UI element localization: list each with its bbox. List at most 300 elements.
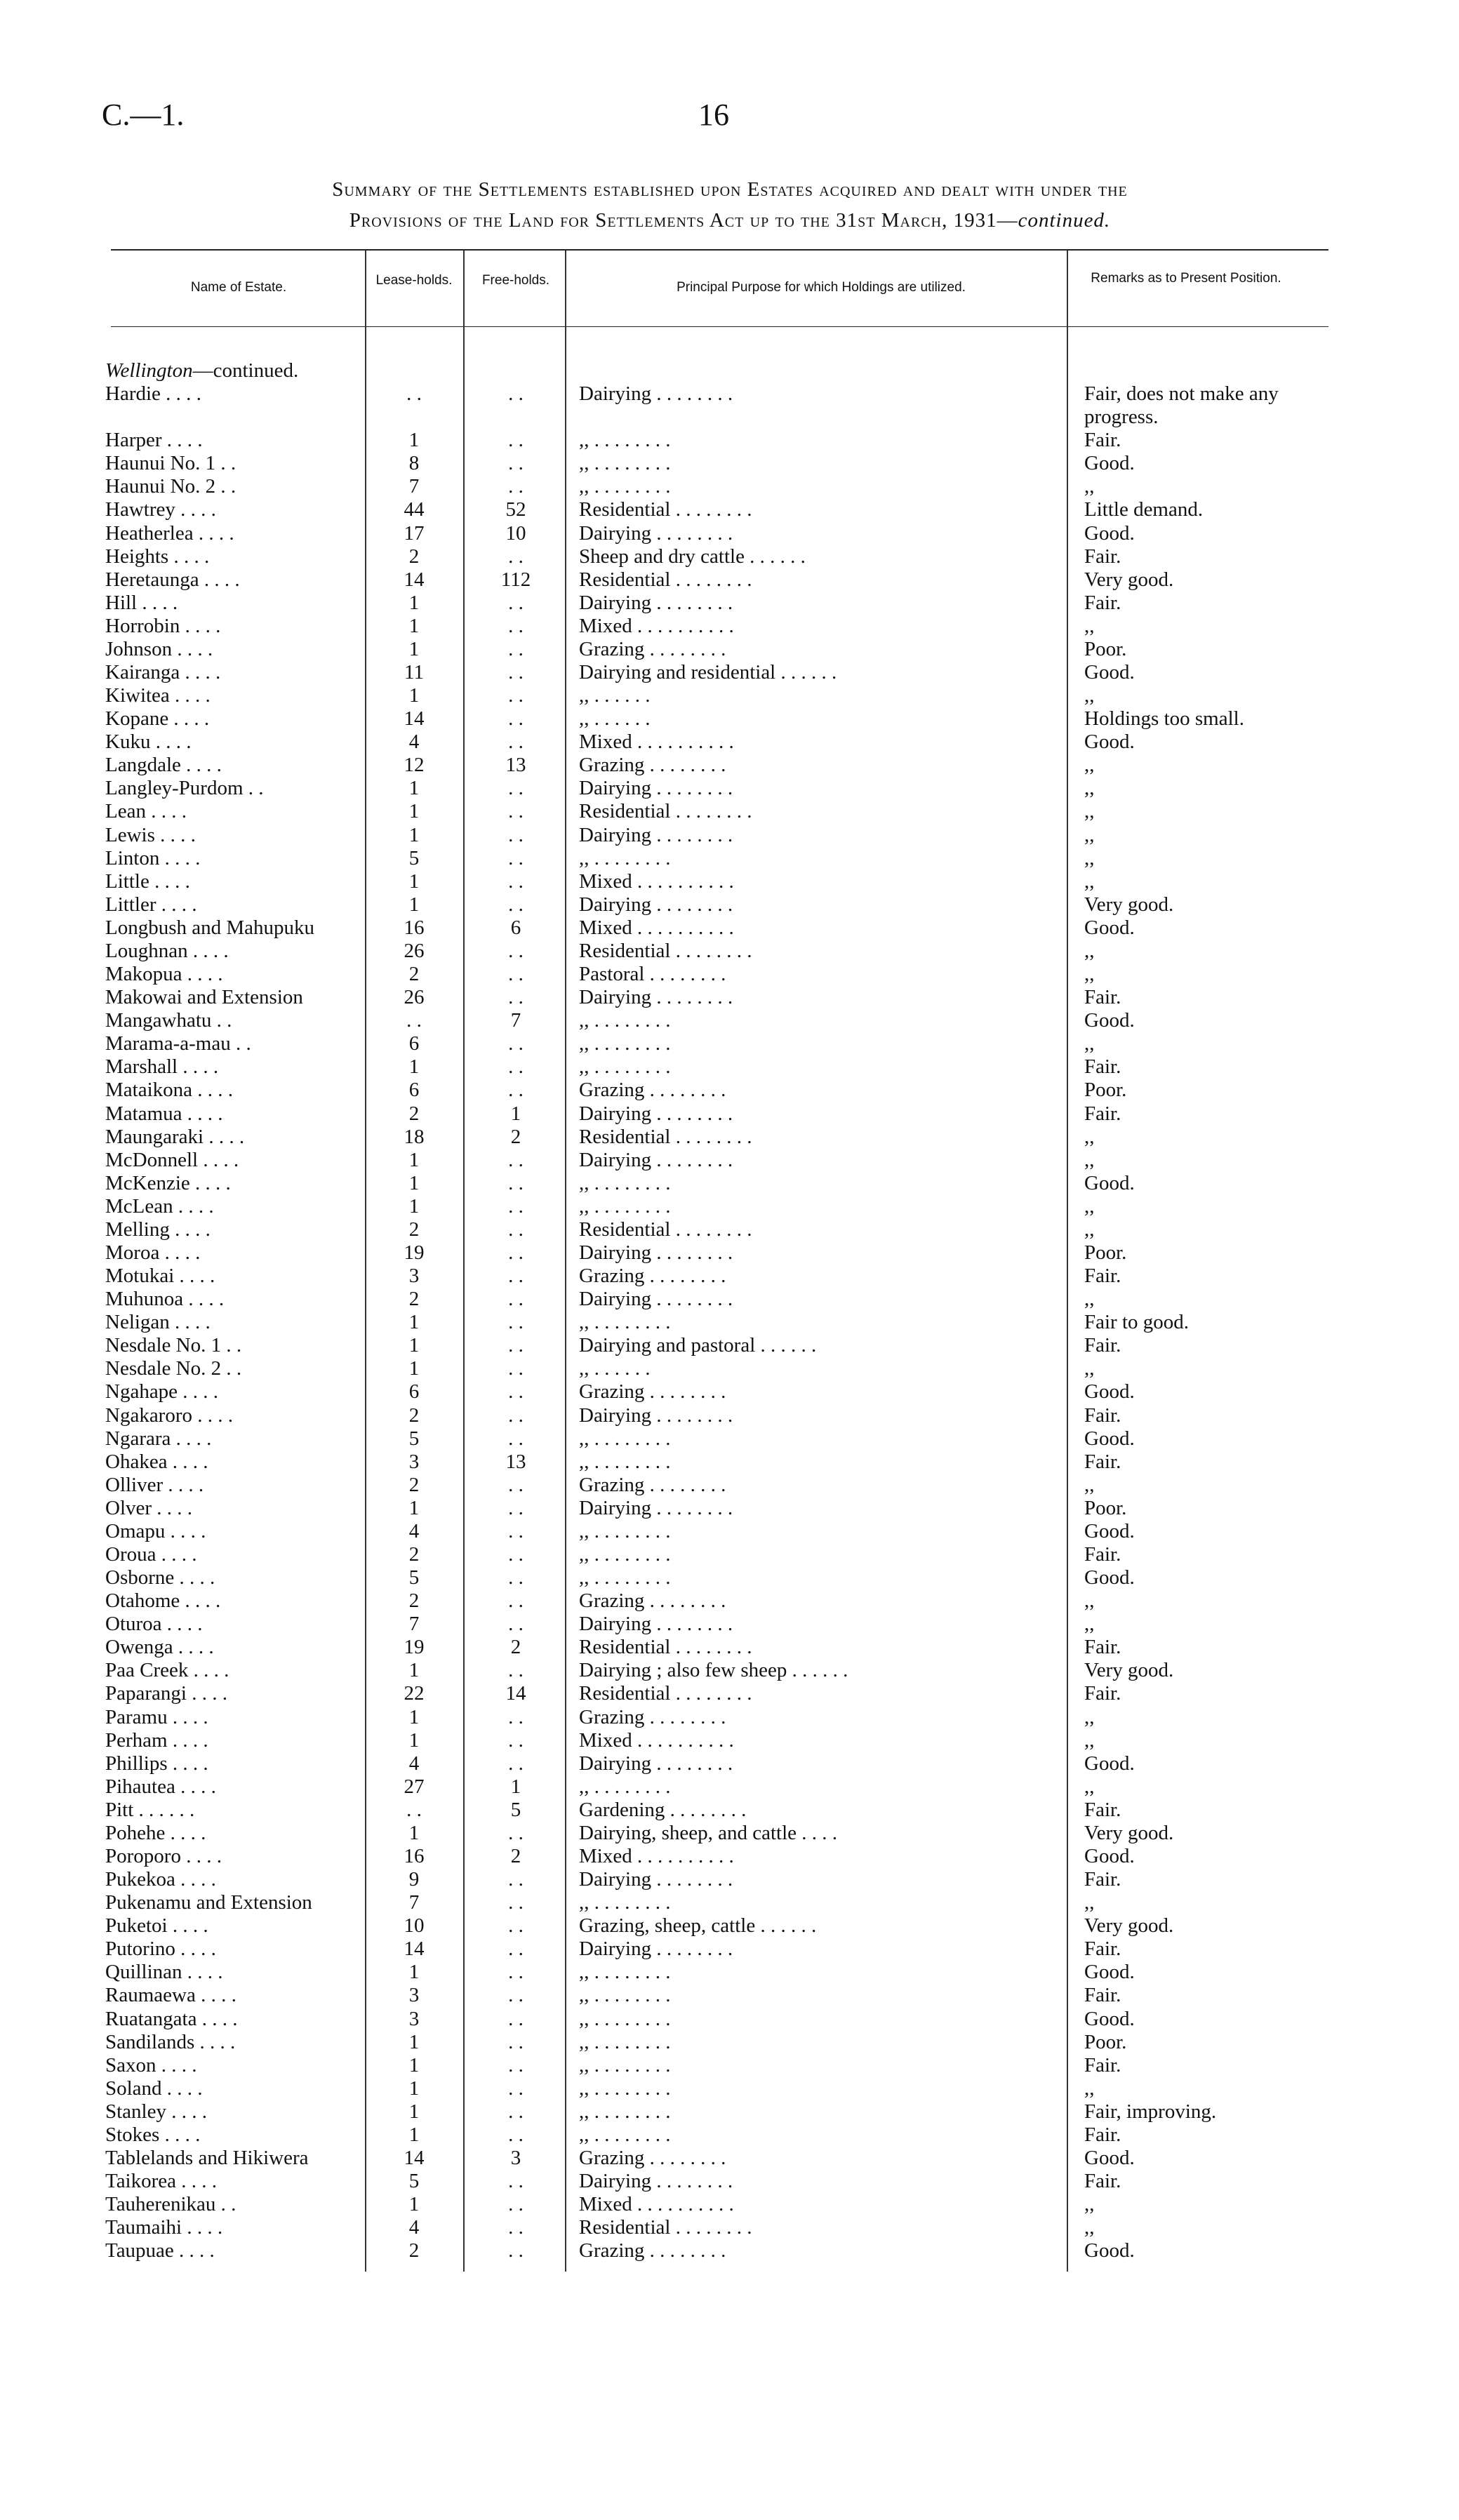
freeholds-value: . . [508, 1311, 524, 1334]
leaseholds-value: 1 [408, 869, 420, 893]
table-row [0, 1149, 1459, 1172]
table-row [0, 1172, 1459, 1195]
purpose-value: ,, . . . . . . . . [579, 1566, 671, 1589]
freeholds-value: . . [508, 2053, 524, 2076]
leaseholds-value: 2 [408, 1589, 420, 1613]
table-row [0, 2077, 1459, 2100]
purpose-value: Dairying . . . . . . . . [579, 1613, 733, 1636]
estate-name: Osborne . . . . [105, 1566, 215, 1589]
estate-name: Lewis . . . . [105, 823, 196, 846]
table-row [0, 406, 1459, 429]
leaseholds-value: 44 [404, 498, 425, 521]
table-header-rule [111, 326, 1328, 327]
remarks-value: Fair. [1084, 1636, 1121, 1659]
table-row [0, 1009, 1459, 1032]
freeholds-value: . . [508, 846, 524, 869]
estate-name: Linton . . . . [105, 846, 201, 869]
remarks-value: Poor. [1084, 1496, 1127, 1519]
freeholds-value: . . [508, 1659, 524, 1682]
freeholds-value: . . [508, 1473, 524, 1496]
remarks-value: ,, [1084, 754, 1095, 777]
purpose-value: Dairying . . . . . . . . [579, 2170, 733, 2193]
table-row [0, 2054, 1459, 2077]
leaseholds-value: 1 [408, 1194, 420, 1218]
leaseholds-value: 22 [404, 1682, 425, 1705]
table-row [0, 800, 1459, 823]
table-row [0, 1636, 1459, 1659]
table-row [0, 661, 1459, 684]
freeholds-value: 2 [510, 1636, 521, 1659]
table-row [0, 1079, 1459, 1102]
leaseholds-value: 7 [408, 1891, 420, 1914]
leaseholds-value: 1 [408, 800, 420, 823]
table-row [0, 522, 1459, 545]
estate-name: Olver . . . . [105, 1496, 193, 1519]
leaseholds-value: 6 [408, 1380, 420, 1404]
estate-name: Saxon . . . . [105, 2053, 197, 2076]
freeholds-value: 1 [510, 1102, 521, 1125]
purpose-value: ,, . . . . . . [579, 707, 651, 731]
leaseholds-value: 18 [404, 1125, 425, 1148]
freeholds-value: 2 [510, 1125, 521, 1148]
leaseholds-value: 1 [408, 2123, 420, 2146]
purpose-value: Grazing . . . . . . . . [579, 2239, 726, 2262]
page-reference: C.—1. [102, 98, 185, 132]
remarks-value: ,, [1084, 2216, 1095, 2239]
estate-name: Johnson . . . . [105, 637, 213, 660]
remarks-value: ,, [1084, 1473, 1095, 1496]
estate-name: Muhunoa . . . . [105, 1288, 225, 1311]
freeholds-value: . . [508, 475, 524, 498]
remarks-value: Good. [1084, 2147, 1135, 2170]
remarks-value: Fair, does not make any [1084, 382, 1279, 406]
freeholds-value: . . [508, 1589, 524, 1613]
purpose-value: Dairying . . . . . . . . [579, 382, 733, 406]
leaseholds-value: 1 [408, 1311, 420, 1334]
table-row [0, 382, 1459, 406]
leaseholds-value: 6 [408, 1032, 420, 1055]
purpose-value: ,, . . . . . . . . [579, 1775, 671, 1798]
freeholds-value: 1 [510, 1775, 521, 1798]
purpose-value: ,, . . . . . . . . [579, 475, 671, 498]
freeholds-value: . . [508, 1705, 524, 1728]
purpose-value: Mixed . . . . . . . . . . [579, 869, 734, 893]
table-row [0, 1729, 1459, 1752]
leaseholds-value: 26 [404, 939, 425, 962]
freeholds-value: . . [508, 1334, 524, 1357]
remarks-value: Fair. [1084, 1868, 1121, 1891]
purpose-value: Pastoral . . . . . . . . [579, 963, 726, 986]
leaseholds-value: 1 [408, 777, 420, 800]
leaseholds-value: 3 [408, 2007, 420, 2030]
table-row [0, 615, 1459, 638]
leaseholds-value: 17 [404, 521, 425, 545]
freeholds-value: . . [508, 1821, 524, 1844]
table-row [0, 1334, 1459, 1357]
estate-name: Hardie . . . . [105, 382, 201, 406]
estate-name: Lean . . . . [105, 800, 187, 823]
document-title [98, 174, 1361, 236]
purpose-value: ,, . . . . . . . . [579, 1194, 671, 1218]
leaseholds-value: 1 [408, 1728, 420, 1752]
estate-name: Loughnan . . . . [105, 939, 229, 962]
freeholds-value: . . [508, 1519, 524, 1542]
remarks-value: Holdings too small. [1084, 707, 1244, 731]
purpose-value: ,, . . . . . . . . [579, 1984, 671, 2007]
purpose-value: Mixed . . . . . . . . . . [579, 2193, 734, 2216]
freeholds-value: . . [508, 893, 524, 916]
purpose-value: ,, . . . . . . . . [579, 1311, 671, 1334]
remarks-value: Good. [1084, 1566, 1135, 1589]
estate-name: Moroa . . . . [105, 1241, 201, 1264]
leaseholds-value: 1 [408, 1705, 420, 1728]
leaseholds-value: 9 [408, 1868, 420, 1891]
freeholds-value: . . [508, 1194, 524, 1218]
freeholds-value: . . [508, 2216, 524, 2239]
purpose-value: ,, . . . . . . . . [579, 2123, 671, 2146]
freeholds-value: . . [508, 382, 524, 406]
leaseholds-value: 2 [408, 1102, 420, 1125]
purpose-value: ,, . . . . . . . . [579, 2030, 671, 2053]
remarks-value: Fair. [1084, 545, 1121, 568]
remarks-value: ,, [1084, 1032, 1095, 1055]
freeholds-value: . . [508, 1171, 524, 1194]
remarks-value: Good. [1084, 916, 1135, 939]
purpose-value: ,, . . . . . . . . [579, 1009, 671, 1032]
remarks-value: Fair. [1084, 1798, 1121, 1821]
freeholds-value: . . [508, 1613, 524, 1636]
leaseholds-value: . . [406, 1798, 422, 1821]
remarks-value: Fair. [1084, 2053, 1121, 2076]
purpose-value: ,, . . . . . . . . [579, 846, 671, 869]
estate-name: Taikorea . . . . [105, 2170, 218, 2193]
freeholds-value: . . [508, 614, 524, 637]
leaseholds-value: 3 [408, 1450, 420, 1473]
leaseholds-value: 1 [408, 1055, 420, 1079]
freeholds-value: 2 [510, 1845, 521, 1867]
table-row [0, 1102, 1459, 1126]
table-row [0, 1032, 1459, 1055]
table-row [0, 2193, 1459, 2216]
remarks-value: Very good. [1084, 893, 1174, 916]
table-row [0, 1938, 1459, 1961]
leaseholds-value: 1 [408, 2193, 420, 2216]
freeholds-value: . . [508, 2123, 524, 2146]
table-row [0, 1706, 1459, 1729]
header-name-of-estate: Name of Estate. [190, 280, 287, 295]
table-row [0, 1659, 1459, 1682]
table-row [0, 893, 1459, 916]
estate-name: Melling . . . . [105, 1218, 211, 1241]
purpose-value: Dairying . . . . . . . . [579, 1241, 733, 1264]
table-row [0, 1984, 1459, 2007]
estate-name: Mangawhatu . . [105, 1009, 232, 1032]
freeholds-value: . . [508, 2007, 524, 2030]
estate-name: Paramu . . . . [105, 1705, 208, 1728]
purpose-value: Dairying . . . . . . . . [579, 1938, 733, 1961]
remarks-value: ,, [1084, 777, 1095, 800]
freeholds-value: . . [508, 1380, 524, 1404]
leaseholds-value: 2 [408, 1404, 420, 1427]
freeholds-value: . . [508, 1427, 524, 1450]
leaseholds-value: 4 [408, 2216, 420, 2239]
purpose-value: ,, . . . . . . . . [579, 2053, 671, 2076]
estate-name: Kiwitea . . . . [105, 684, 211, 707]
leaseholds-value: 8 [408, 452, 420, 475]
purpose-value: Residential . . . . . . . . [579, 939, 752, 962]
leaseholds-value: 3 [408, 1984, 420, 2007]
leaseholds-value: 27 [404, 1775, 425, 1798]
purpose-value: ,, . . . . . . . . [579, 1961, 671, 1984]
leaseholds-value: 3 [408, 1265, 420, 1288]
purpose-value: ,, . . . . . . . . [579, 1055, 671, 1079]
leaseholds-value: 2 [408, 963, 420, 986]
remarks-value: Fair. [1084, 1938, 1121, 1961]
purpose-value: Dairying ; also few sheep . . . . . . [579, 1659, 848, 1682]
remarks-value: Little demand. [1084, 498, 1204, 521]
remarks-value: ,, [1084, 475, 1095, 498]
remarks-value: ,, [1084, 1357, 1095, 1380]
remarks-value: Fair, improving. [1084, 2100, 1217, 2123]
freeholds-value: . . [508, 1984, 524, 2007]
table-row [0, 986, 1459, 1009]
remarks-value: ,, [1084, 1194, 1095, 1218]
table-row [0, 1241, 1459, 1265]
header-freeholds: Free-holds. [481, 273, 550, 288]
table-row [0, 1799, 1459, 1822]
leaseholds-value: 16 [404, 916, 425, 939]
title-line-1: Summary of the Settlements established upon Estates acquired and dealt with under the [332, 178, 1128, 201]
leaseholds-value: 1 [408, 1821, 420, 1844]
leaseholds-value: 7 [408, 475, 420, 498]
estate-name: Hill . . . . [105, 591, 178, 614]
freeholds-value: 52 [505, 498, 526, 521]
table-row [0, 1566, 1459, 1589]
estate-name: Pitt . . . . . . [105, 1798, 195, 1821]
remarks-value: Good. [1084, 452, 1135, 475]
title-continued: continued. [1018, 209, 1111, 232]
purpose-value: Grazing . . . . . . . . [579, 637, 726, 660]
leaseholds-value: 1 [408, 591, 420, 614]
remarks-value: ,, [1084, 1891, 1095, 1914]
estate-name: Neligan . . . . [105, 1311, 211, 1334]
leaseholds-value: 2 [408, 1473, 420, 1496]
remarks-value: Very good. [1084, 568, 1174, 591]
table-row [0, 2170, 1459, 2193]
freeholds-value: . . [508, 1148, 524, 1171]
header-principal-purpose: Principal Purpose for which Holdings are utilized. [677, 280, 966, 295]
leaseholds-value: 5 [408, 846, 420, 869]
table-row [0, 1891, 1459, 1914]
table-row [0, 1218, 1459, 1241]
purpose-value: Dairying, sheep, and cattle . . . . [579, 1821, 838, 1844]
estate-name: Mataikona . . . . [105, 1079, 234, 1102]
leaseholds-value: 5 [408, 2170, 420, 2193]
purpose-value: Grazing . . . . . . . . [579, 1473, 726, 1496]
purpose-value: Dairying . . . . . . . . [579, 1496, 733, 1519]
remarks-value: ,, [1084, 1148, 1095, 1171]
table-row [0, 1613, 1459, 1636]
estate-name: Sandilands . . . . [105, 2030, 236, 2053]
remarks-value: Fair. [1084, 1984, 1121, 2007]
estate-name: Puketoi . . . . [105, 1914, 208, 1938]
table-row [0, 1961, 1459, 1984]
estate-name: Harper . . . . [105, 429, 203, 452]
estate-name: Stanley . . . . [105, 2100, 207, 2123]
estate-name: Kopane . . . . [105, 707, 210, 731]
freeholds-value: . . [508, 2100, 524, 2123]
table-row [0, 498, 1459, 521]
table-row [0, 1451, 1459, 1474]
freeholds-value: 13 [505, 754, 526, 777]
remarks-value: Fair. [1084, 986, 1121, 1009]
table-row [0, 1914, 1459, 1938]
remarks-value: Fair. [1084, 1055, 1121, 1079]
freeholds-value: 3 [510, 2147, 521, 2170]
freeholds-value: . . [508, 1891, 524, 1914]
leaseholds-value: 14 [404, 707, 425, 731]
leaseholds-value: 1 [408, 2076, 420, 2100]
remarks-value: ,, [1084, 1125, 1095, 1148]
purpose-value: Dairying . . . . . . . . [579, 1148, 733, 1171]
remarks-value: Good. [1084, 2239, 1135, 2262]
estate-name: Ngarara . . . . [105, 1427, 212, 1450]
freeholds-value: . . [508, 939, 524, 962]
table-row [0, 2147, 1459, 2170]
freeholds-value: . . [508, 545, 524, 568]
table-row [0, 1404, 1459, 1427]
estate-name: Poroporo . . . . [105, 1845, 222, 1867]
freeholds-value: . . [508, 1357, 524, 1380]
remarks-value: ,, [1084, 1218, 1095, 1241]
estate-name: Maungaraki . . . . [105, 1125, 245, 1148]
purpose-value: Grazing . . . . . . . . [579, 754, 726, 777]
purpose-value: Dairying . . . . . . . . [579, 1404, 733, 1427]
remarks-value: Fair. [1084, 2123, 1121, 2146]
estate-name: Haunui No. 2 . . [105, 475, 236, 498]
table-row [0, 1868, 1459, 1891]
remarks-value: Poor. [1084, 2030, 1127, 2053]
freeholds-value: . . [508, 963, 524, 986]
remarks-value: progress. [1084, 406, 1159, 429]
purpose-value: Residential . . . . . . . . [579, 2216, 752, 2239]
remarks-value: Good. [1084, 1171, 1135, 1194]
estates-table-body [0, 359, 1459, 2262]
purpose-value: Grazing . . . . . . . . [579, 1705, 726, 1728]
freeholds-value: . . [508, 707, 524, 731]
freeholds-value: 112 [500, 568, 531, 591]
purpose-value: ,, . . . . . . . . [579, 1032, 671, 1055]
leaseholds-value: 10 [404, 1914, 425, 1938]
freeholds-value: . . [508, 1032, 524, 1055]
freeholds-value: . . [508, 661, 524, 684]
leaseholds-value: 1 [408, 1357, 420, 1380]
estate-name: Motukai . . . . [105, 1265, 215, 1288]
table-row [0, 1682, 1459, 1705]
remarks-value: Fair to good. [1084, 1311, 1190, 1334]
remarks-value: Good. [1084, 1427, 1135, 1450]
estate-name: Kairanga . . . . [105, 661, 221, 684]
purpose-value: Residential . . . . . . . . [579, 800, 752, 823]
table-row [0, 940, 1459, 963]
leaseholds-value: 11 [404, 661, 424, 684]
estate-name: Taumaihi . . . . [105, 2216, 223, 2239]
estate-name: Otahome . . . . [105, 1589, 221, 1613]
leaseholds-value: 4 [408, 1519, 420, 1542]
remarks-value: Fair. [1084, 1102, 1121, 1125]
purpose-value: Dairying . . . . . . . . [579, 986, 733, 1009]
table-row [0, 429, 1459, 452]
estate-name: Olliver . . . . [105, 1473, 204, 1496]
purpose-value: Grazing, sheep, cattle . . . . . . [579, 1914, 817, 1938]
table-row [0, 847, 1459, 870]
table-row [0, 1055, 1459, 1079]
freeholds-value: . . [508, 1055, 524, 1079]
table-row [0, 1752, 1459, 1775]
purpose-value: Mixed . . . . . . . . . . [579, 1845, 734, 1867]
remarks-value: ,, [1084, 823, 1095, 846]
leaseholds-value: 4 [408, 731, 420, 754]
purpose-value: Gardening . . . . . . . . [579, 1798, 747, 1821]
estate-name: Phillips . . . . [105, 1752, 208, 1775]
leaseholds-value: 19 [404, 1636, 425, 1659]
remarks-value: Good. [1084, 1380, 1135, 1404]
leaseholds-value: 1 [408, 684, 420, 707]
freeholds-value: . . [508, 452, 524, 475]
purpose-value: ,, . . . . . . [579, 684, 651, 707]
purpose-value: Dairying and pastoral . . . . . . [579, 1334, 817, 1357]
freeholds-value: . . [508, 1241, 524, 1264]
estate-name: Tablelands and Hikiwera [105, 2147, 309, 2170]
header-leaseholds: Lease-holds. [375, 273, 453, 288]
remarks-value: ,, [1084, 869, 1095, 893]
freeholds-value: . . [508, 2076, 524, 2100]
leaseholds-value: 1 [408, 893, 420, 916]
estate-name: Matamua . . . . [105, 1102, 223, 1125]
estate-name: Soland . . . . [105, 2076, 203, 2100]
leaseholds-value: 1 [408, 429, 420, 452]
estate-name: Putorino . . . . [105, 1938, 216, 1961]
remarks-value: Good. [1084, 2007, 1135, 2030]
leaseholds-value: 1 [408, 823, 420, 846]
estate-name: Marama-a-mau . . [105, 1032, 251, 1055]
estate-name: Perham . . . . [105, 1728, 208, 1752]
purpose-value: Mixed . . . . . . . . . . [579, 614, 734, 637]
remarks-value: ,, [1084, 939, 1095, 962]
estate-name: Nesdale No. 2 . . [105, 1357, 242, 1380]
table-row [0, 1380, 1459, 1404]
remarks-value: ,, [1084, 2076, 1095, 2100]
freeholds-value: 14 [505, 1682, 526, 1705]
freeholds-value: 7 [510, 1009, 521, 1032]
purpose-value: Grazing . . . . . . . . [579, 2147, 726, 2170]
estate-name: Heatherlea . . . . [105, 521, 234, 545]
estate-name: Pukenamu and Extension [105, 1891, 312, 1914]
purpose-value: ,, . . . . . . . . [579, 2007, 671, 2030]
purpose-value: Grazing . . . . . . . . [579, 1380, 726, 1404]
leaseholds-value: . . [406, 382, 422, 406]
freeholds-value: . . [508, 591, 524, 614]
purpose-value: ,, . . . . . . . . [579, 1171, 671, 1194]
purpose-value: ,, . . . . . . . . [579, 429, 671, 452]
freeholds-value: . . [508, 2170, 524, 2193]
purpose-value: Dairying and residential . . . . . . [579, 661, 837, 684]
estate-name: Ohakea . . . . [105, 1450, 208, 1473]
remarks-value: Fair. [1084, 1542, 1121, 1566]
leaseholds-value: 19 [404, 1241, 425, 1264]
purpose-value: Dairying . . . . . . . . [579, 521, 733, 545]
freeholds-value: . . [508, 2239, 524, 2262]
